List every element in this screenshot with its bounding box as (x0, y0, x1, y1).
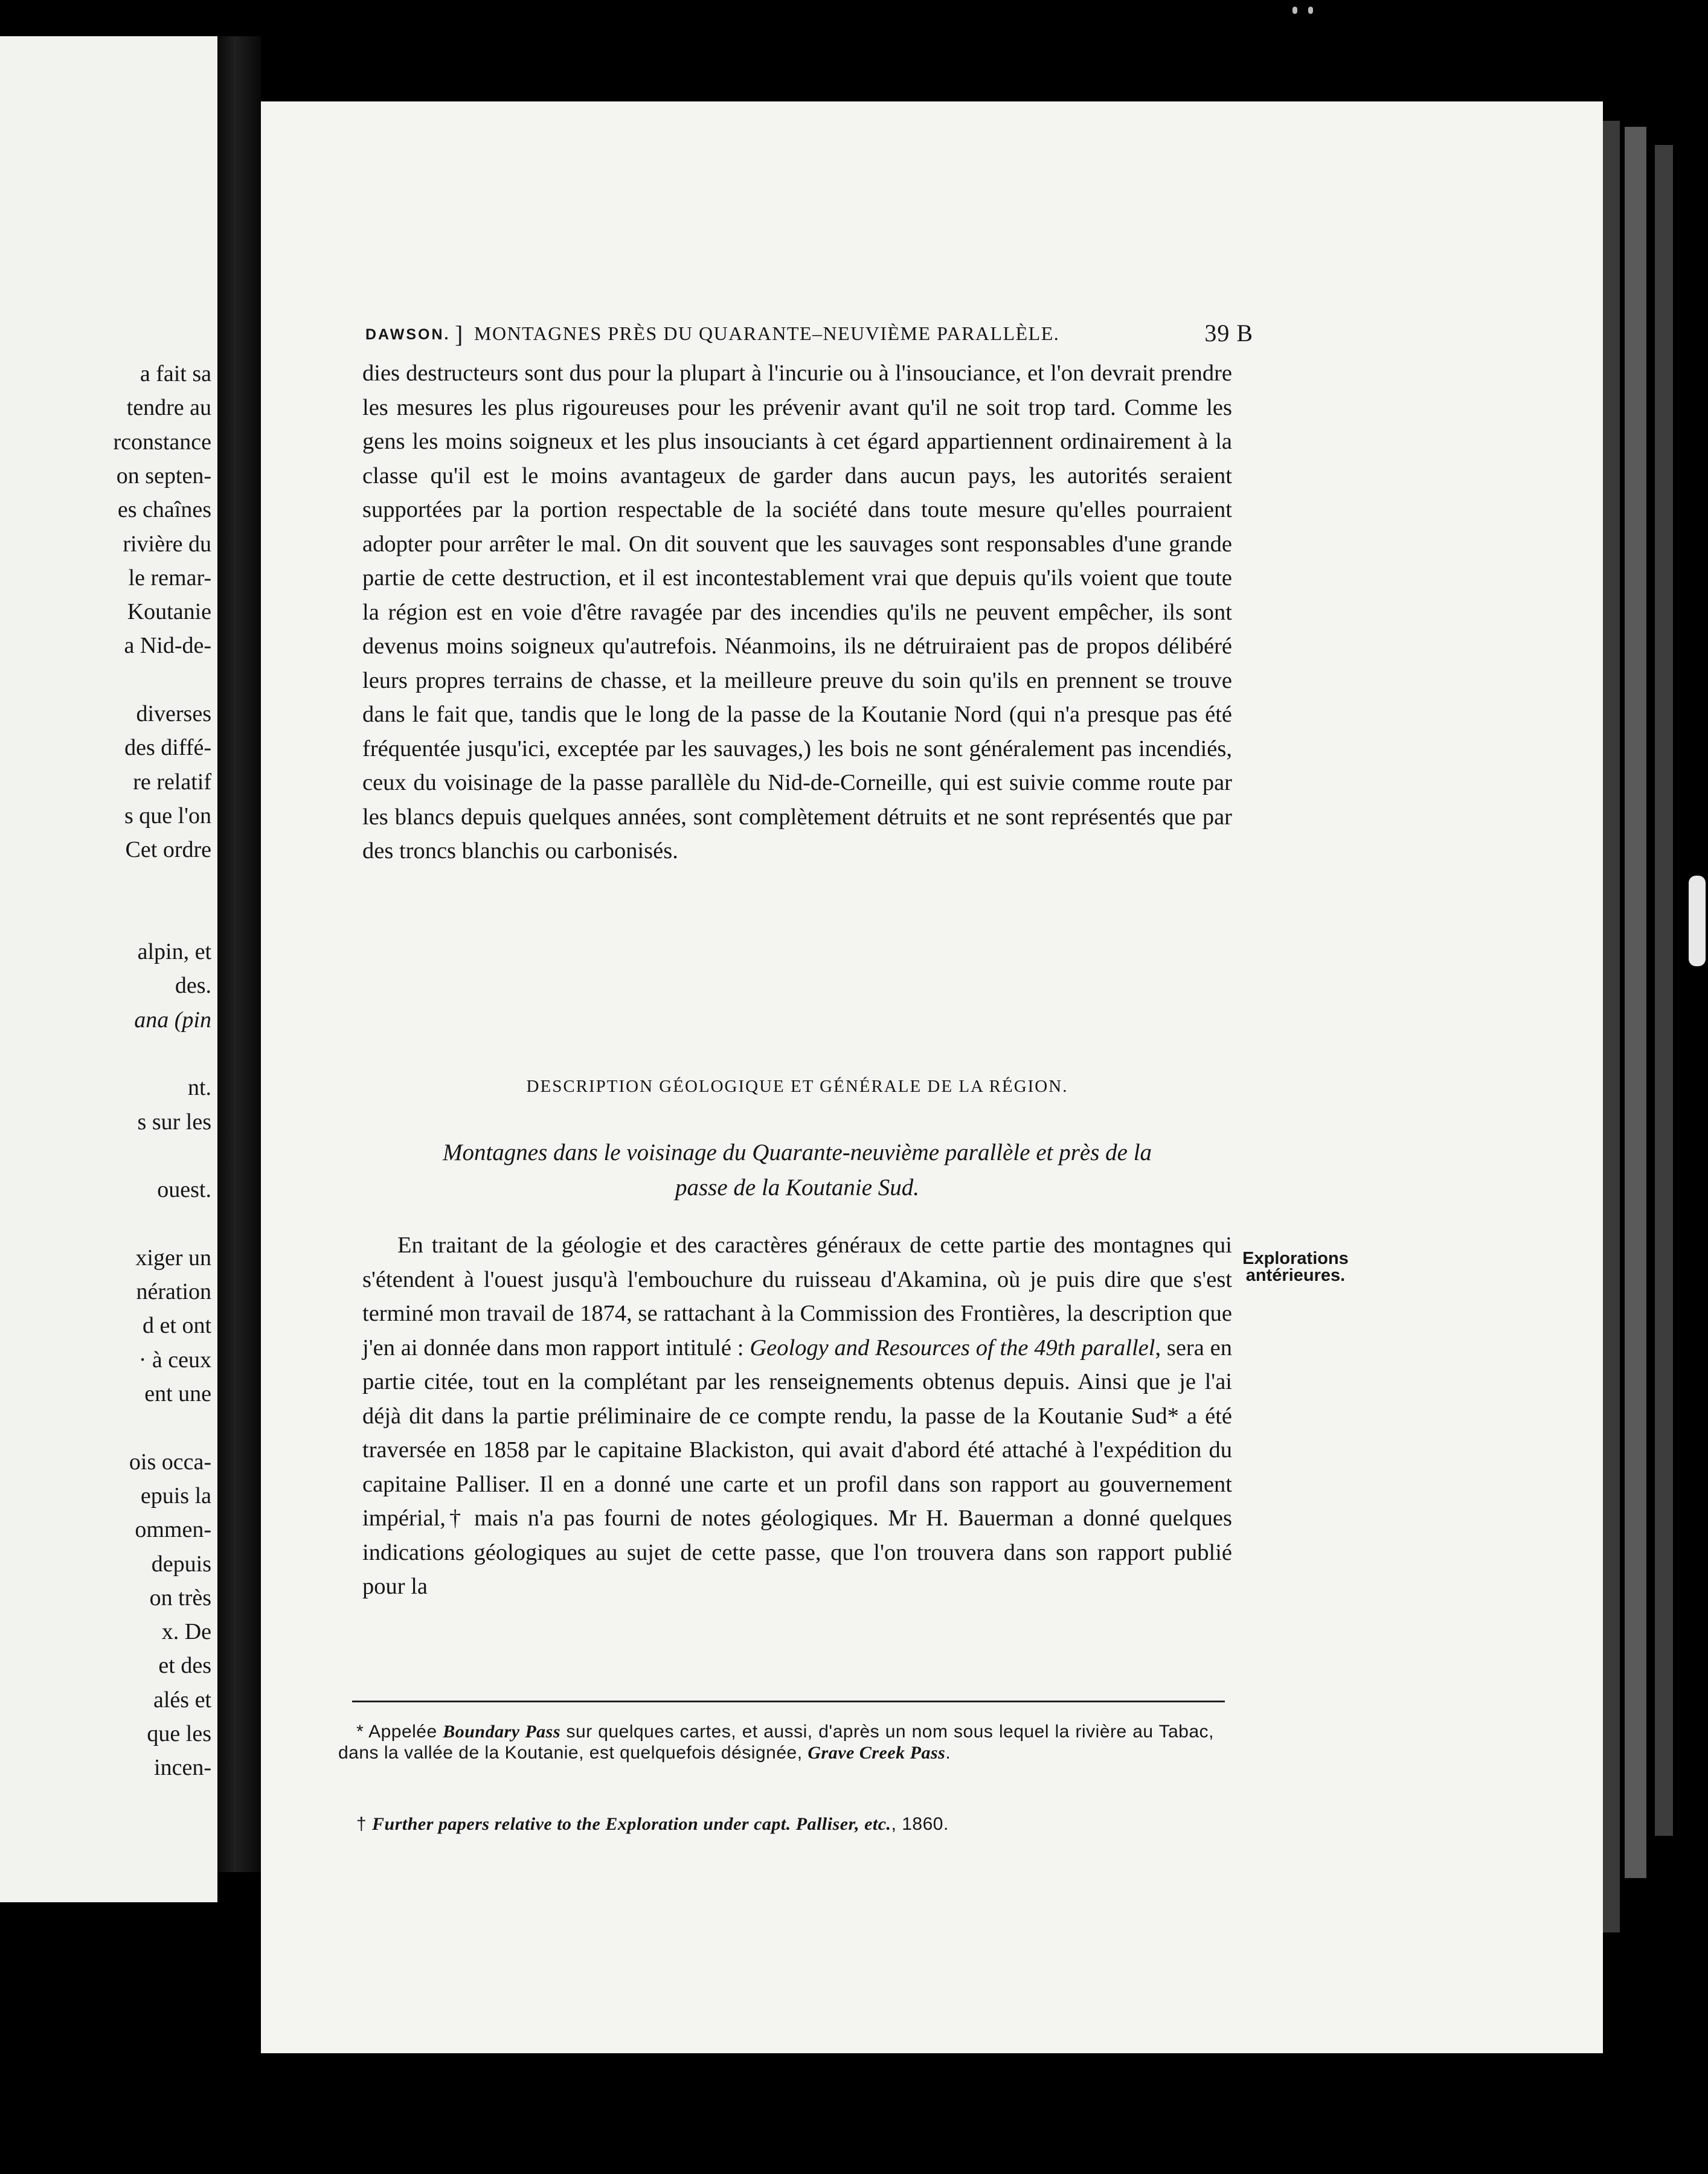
left-page-line: depuis (151, 1551, 211, 1577)
left-page-line: s sur les (137, 1109, 211, 1135)
book-gutter (217, 36, 261, 1872)
paragraph-text: dies destructeurs sont dus pour la plupart à l'incurie ou à l'insouciance, et l'on devrait prendre les mesures les plus rigoureuses pour les prévenir avant qu'il ne soit trop tard. Comme les gens les moins soigneux et les plus insouciants à cet égard appartiennent ordinairement à la classe qu'il est le moins avantageux de garder dans aucun pays, les autorités seraient supportées par la portion respectable de la société dans toute mesure qu'elles pourraient adopter pour arrêter le mal. On dit souvent que les sauvages sont responsables d'une grande partie de cette destruction, et il est incontestablement vrai que depuis qu'ils voient que toute la région est en voie d'être ravagée par des incendies qu'ils ne peuvent empêcher, ils sont devenus moins soigneux qu'autrefois. Néanmoins, ils ne détruiraient pas de propos délibéré leurs propres terrains de chasse, et la meilleure preuve du soin qu'ils en prennent se trouve dans le fait que, tandis que le long de la passe de la Koutanie Nord (qui n'a presque pas été fréquentée jusqu'ici, exceptée par les sauvages,) les bois ne sont généralement pas incendiés, ceux du voisinage de la passe parallèle du Nid-de-Corneille, qui est suivie comme route par les blancs depuis quelques années, sont complètement détruits et ne sont représentés que par des troncs blanchis ou carbonisés. (362, 361, 1232, 864)
page-edge (1603, 121, 1620, 1932)
left-page-line: alpin, et (137, 939, 211, 965)
running-header (365, 320, 1253, 350)
left-page-line: a fait sa (140, 361, 211, 386)
scan-specks (1292, 6, 1353, 24)
margin-note-line-2: antérieures. (1245, 1266, 1346, 1285)
paragraph-fire-prevention (362, 356, 1232, 868)
left-page-line: des diffé- (124, 735, 211, 761)
left-page-line: es chaînes (117, 497, 211, 523)
left-page-line: x. De (161, 1619, 211, 1645)
header-bracket: ] (455, 321, 464, 348)
left-page-line: Cet ordre (125, 837, 211, 863)
footnote2-end: , 1860. (891, 1814, 949, 1834)
left-page-line: alés et (153, 1687, 211, 1713)
paragraph-previous-explorations (362, 1228, 1232, 1604)
section-title: DESCRIPTION GÉOLOGIQUE ET GÉNÉRALE DE LA RÉGION. (526, 1077, 1068, 1096)
footnote1-italic-grave-creek: Grave Creek Pass (807, 1743, 946, 1763)
section-subtitle (362, 1135, 1232, 1205)
left-page-line: ent une (144, 1381, 211, 1406)
left-page-line: nération (136, 1279, 211, 1305)
footnote-rule (352, 1701, 1225, 1702)
footnote1-lead: * Appelée (356, 1722, 443, 1742)
left-page-line: d et ont (143, 1313, 211, 1339)
cited-report-title: Geology and Resources of the 49th parallel (750, 1335, 1155, 1361)
left-page-line: ouest. (157, 1177, 211, 1203)
footnote1-end: . (945, 1743, 951, 1763)
left-page-line: Koutanie (127, 599, 211, 625)
left-page-line: on très (149, 1585, 211, 1611)
footnote2-lead: † (356, 1814, 373, 1834)
left-page-line: tendre au (126, 395, 211, 421)
subtitle-line-1: Montagnes dans le voisinage du Quarante-neuvième parallèle et près de la (442, 1140, 1152, 1166)
page-edge-inner (1625, 127, 1646, 1878)
left-page-line: · à ceux (138, 1347, 211, 1373)
left-page-line: le remar- (128, 565, 211, 591)
left-page-line: on septen- (116, 463, 211, 489)
left-page-line: s que l'on (124, 803, 211, 829)
left-page-line: et des (158, 1653, 211, 1679)
paragraph2-part2: , sera en partie citée, tout en la complétant par les renseignements obtenus depuis. Ainsi que je l'ai déjà dit dans la partie préliminaire de ce compte rendu, la passe de la Koutanie Sud* a été traversée en 1858 par le capitaine Blackiston, qui avait d'abord été attaché à l'expédition du capitaine Palliser. Il en a donné une carte et un profil dans son rapport au gouvernement impérial,† mais n'a pas fourni de notes géologiques. Mr H. Bauerman a donné quelques indications géologiques au sujet de cette passe, que l'on trouvera dans son rapport publié pour la (362, 1335, 1232, 1599)
book-cover-edge (1655, 145, 1673, 1836)
footnote1-italic-boundary-pass: Boundary Pass (443, 1722, 560, 1742)
left-page-line: incen- (154, 1755, 211, 1781)
left-page-line: epuis la (140, 1483, 211, 1509)
left-page-line: que les (147, 1721, 211, 1746)
left-page-line: rivière du (123, 531, 211, 557)
header-running-title: MONTAGNES PRÈS DU QUARANTE–NEUVIÈME PARALLÈLE. (474, 322, 1060, 344)
binding-clip (1689, 876, 1706, 966)
left-page-line: rconstance (113, 429, 211, 455)
page-number: 39 B (1204, 319, 1253, 347)
left-page-line: ois occa- (129, 1449, 211, 1475)
left-page-line: ana (pin (134, 1007, 211, 1033)
left-page-fragment (0, 36, 217, 1902)
margin-note-line-1: Explorations (1242, 1249, 1349, 1268)
left-page-line: xiger un (135, 1245, 211, 1271)
left-page-line: ommen- (135, 1517, 211, 1543)
left-page-line: des. (175, 973, 211, 999)
left-page-line: nt. (187, 1075, 211, 1101)
left-page-line: diverses (136, 701, 211, 726)
subtitle-line-2: passe de la Koutanie Sud. (675, 1175, 920, 1201)
footnote2-italic: Further papers relative to the Exploration under capt. Palliser, etc. (372, 1814, 891, 1834)
paragraph2-part1: En traitant de la géologie et des caractères généraux de cette partie des montagnes qui s'étendent à l'ouest jusqu'à l'embouchure du ruisseau d'Akamina, où je puis dire que s'est terminé mon travail de 1874, se rattachant à la Commission des Frontières, la description que j'en ai donnée dans mon rapport intitulé : (362, 1233, 1232, 1361)
footnote-2 (338, 1813, 1214, 1835)
left-page-line: a Nid-de- (124, 633, 211, 659)
margin-note (1226, 1250, 1365, 1284)
header-author: DAWSON. (365, 326, 451, 343)
left-page-line: re relatif (133, 769, 211, 795)
footnote1-mid: sur quelques cartes, et aussi, d'après un nom sous lequel la rivière au Tabac, dans la vallée de la Koutanie, est quelquefois désignée, (338, 1722, 1214, 1763)
footnote-1 (338, 1721, 1214, 1763)
